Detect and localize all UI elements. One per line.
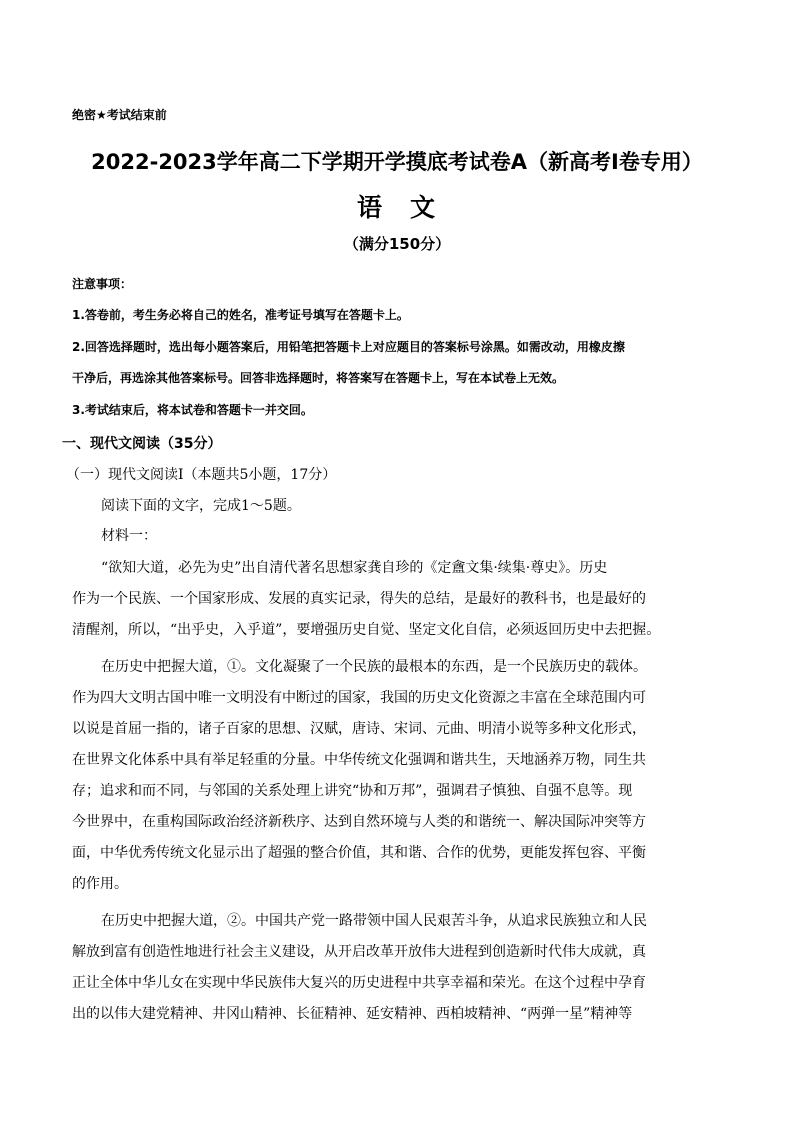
passage-line: 作为一个民族、一个国家形成、发展的真实记录，得失的总结，是最好的教科书，也是最好的: [72, 591, 646, 607]
secret-label: 绝密★考试结束前: [72, 108, 167, 122]
subject-char-1: 语: [356, 193, 384, 222]
note-item: 2.回答选择题时，选出每小题答案后，用铅笔把答题卡上对应题目的答案标号涂黑。如需改动，用橡皮擦: [72, 340, 625, 354]
note-item: 3.考试结束后，将本试卷和答题卡一并交回。: [72, 403, 313, 417]
passage-line: “欲知大道，必先为史”出自清代著名思想家龚自珍的《定盦文集·续集·尊史》。历史: [101, 560, 608, 576]
reading-instruction: 阅读下面的文字，完成1～5题。: [101, 498, 301, 514]
note-item: 干净后，再选涂其他答案标号。回答非选择题时，将答案写在答题卡上，写在本试卷上无效。: [72, 371, 565, 385]
subject-title: [0, 188, 794, 224]
passage-line: 在历史中把握大道，②。中国共产党一路带领中国人民艰苦斗争，从追求民族独立和人民: [101, 913, 647, 929]
passage-line: 以说是首屈一指的，诸子百家的思想、汉赋，唐诗、宋词、元曲、明清小说等多种文化形式，: [72, 721, 646, 737]
passage-line: 正让全体中华儿女在实现中华民族伟大复兴的历史进程中共享幸福和荣光。在这个过程中孕育: [72, 975, 646, 991]
note-item: 1.答卷前，考生务必将自己的姓名，准考证号填写在答题卡上。: [72, 308, 409, 322]
notes-heading: 注意事项：: [72, 277, 133, 291]
passage-line: 出的以伟大建党精神、井冈山精神、长征精神、延安精神、西柏坡精神、“两弹一星”精神等: [72, 1006, 633, 1022]
full-score-note: （满分150分）: [343, 235, 451, 253]
passage-line: 的作用。: [72, 876, 128, 892]
passage-line: 解放到富有创造性地进行社会主义建设，从开启改革开放伟大进程到创造新时代伟大成就，真: [72, 944, 646, 960]
passage-line: 清醒剂，所以，“出乎史，入乎道”，要增强历史自觉、坚定文化自信，必须返回历史中去把握。: [72, 622, 661, 638]
exam-title: 2022-2023学年高二下学期开学摸底考试卷A（新高考Ⅰ卷专用）: [91, 150, 703, 174]
passage-line: 面，中华优秀传统文化显示出了超强的整合价值，其和谐、合作的优势，更能发挥包容、平衡: [72, 845, 646, 861]
subsection-heading: （一）现代文阅读Ⅰ（本题共5小题，17分）: [66, 467, 337, 483]
passage-line: 作为四大文明古国中唯一文明没有中断过的国家，我国的历史文化资源之丰富在全球范围内可: [72, 690, 646, 706]
material-label: 材料一：: [101, 528, 157, 544]
passage-line: 在世界文化体系中具有举足轻重的分量。中华传统文化强调和谐共生，天地涵养万物，同生共: [72, 752, 646, 768]
passage-line: 存；追求和而不同，与邻国的关系处理上讲究“协和万邦”，强调君子慎独、自强不息等。现: [72, 783, 633, 799]
subject-char-2: 文: [410, 193, 438, 222]
passage-line: 今世界中，在重构国际政治经济新秩序、达到自然环境与人类的和谐统一、解决国际冲突等方: [72, 814, 646, 830]
section-heading: 一、现代文阅读（35分）: [62, 436, 222, 452]
passage-line: 在历史中把握大道，①。文化凝聚了一个民族的最根本的东西，是一个民族历史的载体。: [101, 659, 647, 675]
